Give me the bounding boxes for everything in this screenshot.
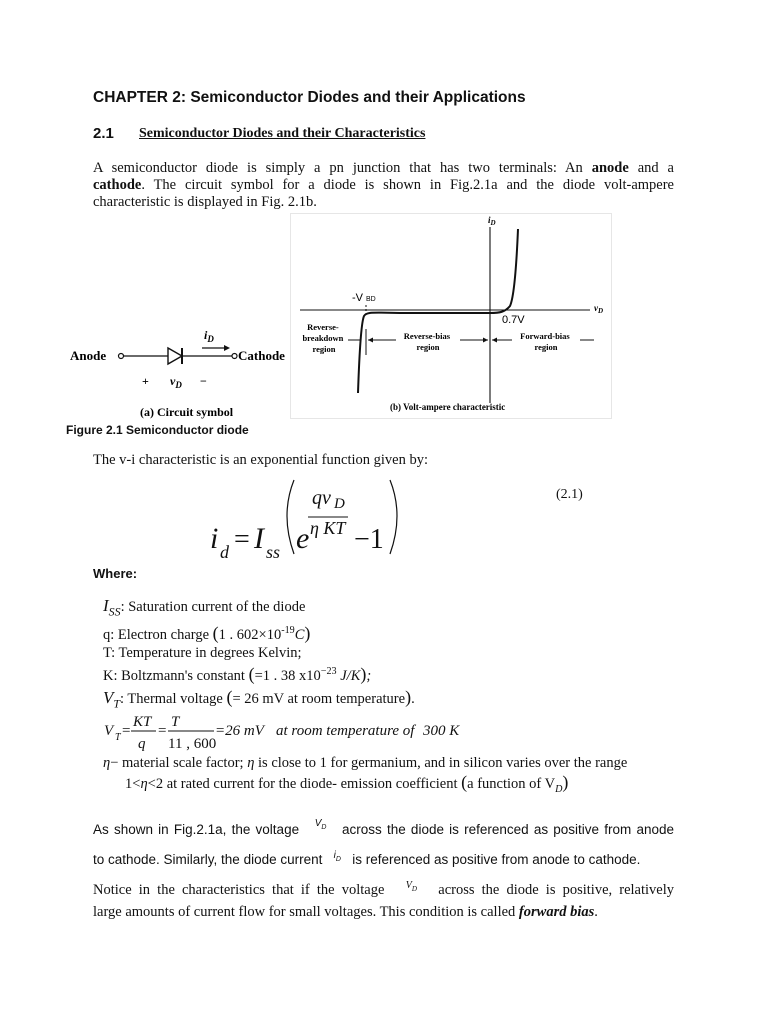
cathode-label: Cathode [238, 348, 285, 363]
section-number: 2.1 [93, 125, 114, 142]
svg-text:+: + [142, 374, 149, 388]
where-label: Where: [93, 566, 138, 581]
svg-text:iD: $i_D$ [488, 215, 496, 227]
svg-text:300 K: 300 K [423, 723, 460, 739]
svg-text:0.7V: 0.7V [502, 314, 525, 326]
svg-text:-VBD: -V BD [352, 292, 376, 304]
intro-paragraph: A semiconductor diode is simply a pn junction that has two terminals: An anode and a cathode. The circuit symbol for a diode is shown in Fig.2.1a and the diode volt-ampere characteristic is displayed in Fig. 2.1b. [93, 160, 674, 210]
equation-reference: (2.1) [556, 487, 583, 502]
circuit-caption: (a) Circuit symbol [140, 405, 234, 419]
thermal-voltage-equation [100, 708, 480, 754]
def-t: T: Temperature in degrees Kelvin; [103, 645, 302, 661]
paragraph-3: Notice in the characteristics that if the voltage $^{V_D}$ across the diode is positive, relatively large amounts of current flow for small voltages. This condition is called forward bias. [93, 880, 674, 920]
svg-text:Forward-bias region: Forward-bias region [520, 331, 570, 352]
svg-text:−1: −1 [354, 524, 384, 555]
va-caption: (b) Volt-ampere characteristic [390, 402, 506, 412]
paragraph-2: As shown in Fig.2.1a, the voltage $^{V_D}$ across the diode is referenced as positive from anode to cathode. Similarly, the diode current $^{i_D}$ is referenced as positive from anode to cathode. [93, 818, 674, 867]
svg-text:Reverse-bias region: Reverse-bias region [403, 331, 451, 352]
svg-text:−: − [200, 374, 207, 388]
svg-text:η KT: η KT [310, 518, 346, 538]
figure-caption: Figure 2.1 Semiconductor diode [66, 423, 249, 437]
svg-text:V: V [104, 723, 114, 739]
svg-text:=26 mV: =26 mV [215, 723, 264, 739]
cathode-term: cathode [93, 177, 142, 193]
svg-text:vD: $v_D$ [594, 303, 604, 315]
svg-text:qv: qv [312, 487, 331, 509]
svg-text:=: = [158, 723, 167, 739]
diode-triangle [168, 348, 182, 364]
anode-label: Anode [70, 348, 107, 363]
svg-text:I: I [254, 522, 264, 555]
def-k: K: Boltzmann's constant (=1 . 38 $x10^{-23}$ J/K); [103, 664, 372, 684]
section-title: Semiconductor Diodes and their Characteristics [139, 126, 426, 141]
svg-text:T: T [171, 714, 180, 730]
svg-text:11 , 600: 11 , 600 [168, 736, 217, 752]
svg-text:D: D [334, 496, 345, 512]
svg-text:d: d [220, 542, 229, 562]
def-iss: $I_{SS}$: Saturation current of the diode [103, 596, 306, 619]
diode-circuit-symbol [66, 322, 291, 422]
svg-text:T: T [115, 732, 121, 743]
def-eta-1: η− material scale factor; η is close to 1 for germanium, and in silicon varies over the range [103, 755, 628, 771]
anode-term: anode [591, 160, 629, 176]
def-eta-2: 1<η<2 at rated current for the diode- emission coefficient (a function of $V_D$) [125, 772, 569, 795]
svg-text:q: q [138, 736, 146, 752]
def-q: q: Electron charge (1 . $602\times 10^{-19}C$) [103, 623, 311, 643]
svg-text:ss: ss [266, 542, 281, 562]
svg-text:KT: KT [133, 714, 152, 730]
svg-text:i: i [210, 522, 219, 555]
diode-equation [200, 470, 410, 565]
svg-text:=: = [234, 524, 250, 555]
svg-text:Reverse- breakdown reg: Reverse- breakdown region [302, 322, 344, 354]
va-characteristic-plot [290, 213, 612, 419]
chapter-title: CHAPTER 2: Semiconductor Diodes and their Applications [93, 89, 526, 106]
svg-text:at room temperature of: at room temperature of [276, 723, 415, 739]
def-vt: $V_T$: Thermal voltage (= 26 mV at room temperature). [103, 687, 415, 711]
svg-text:vD: $v_D$ [170, 374, 182, 390]
svg-text:e: e [296, 522, 310, 555]
forward-bias-term: forward bias [518, 904, 595, 920]
vi-intro: The v-i characteristic is an exponential function given by: [93, 452, 428, 468]
svg-text:=: = [122, 723, 131, 739]
svg-text:iD: $i_D$ [204, 328, 214, 344]
